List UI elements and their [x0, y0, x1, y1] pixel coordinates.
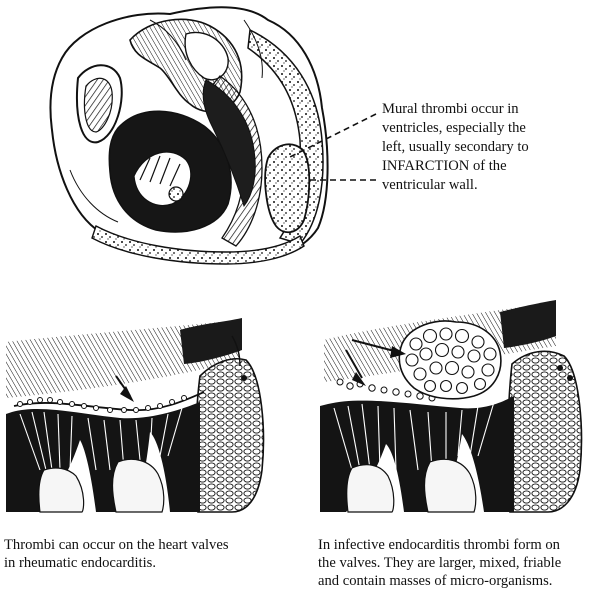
left-caption-line-1: Thrombi can occur on the heart valves — [4, 537, 229, 553]
left-caption-line-2: in rheumatic endocarditis. — [4, 555, 156, 571]
right-caption-line-3: and contain masses of micro-organisms. — [318, 573, 553, 589]
right-caption-line-1: In infective endocarditis thrombi form on — [318, 537, 560, 553]
callout-line-4: INFARCTION of the — [382, 158, 507, 174]
right-caption-line-2: the valves. They are larger, mixed, friable — [318, 555, 562, 571]
mural-thrombi-callout — [382, 100, 529, 195]
callout-line-2: ventricles, especially the — [382, 120, 526, 136]
rheumatic-valve-illustration — [6, 318, 263, 512]
heart-cross-section-illustration — [50, 7, 327, 264]
callout-line-3: left, usually secondary to — [382, 139, 529, 155]
rheumatic-endocarditis-caption — [4, 536, 229, 572]
callout-line-5: ventricular wall. — [382, 177, 478, 193]
infective-endocarditis-caption — [318, 536, 561, 590]
infective-endocarditis-valve-illustration — [320, 300, 581, 512]
callout-line-1: Mural thrombi occur in — [382, 101, 519, 117]
